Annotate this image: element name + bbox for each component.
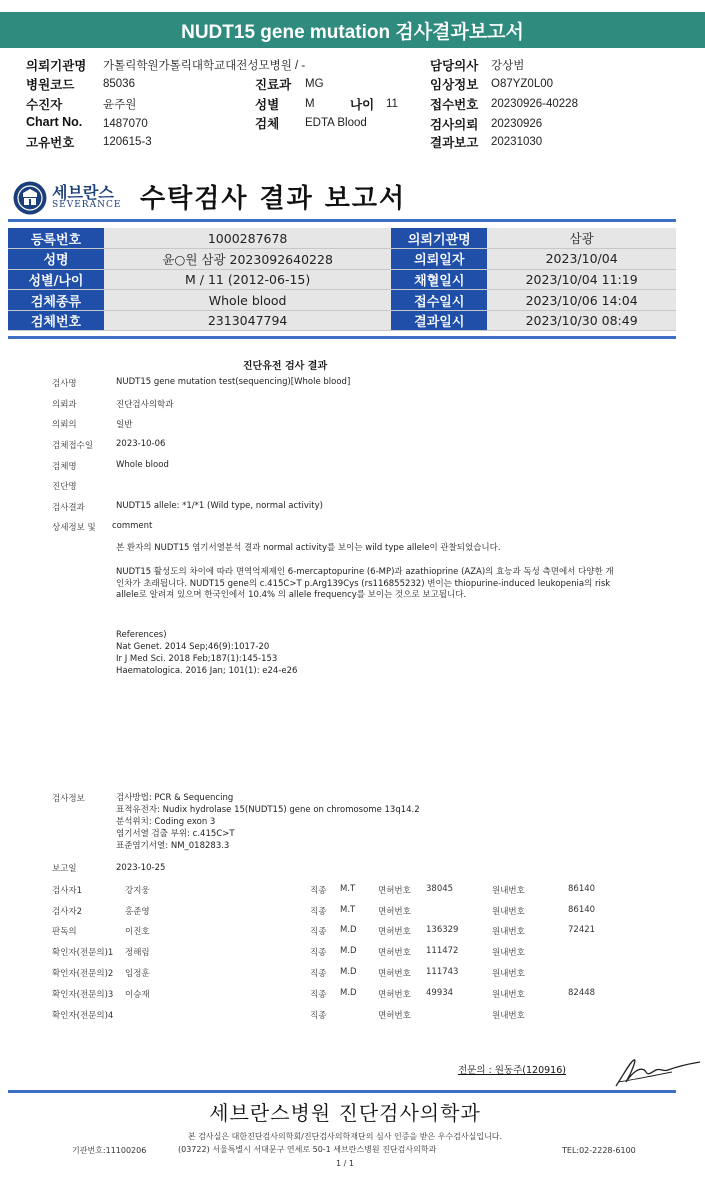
staff-license: 49934: [426, 988, 454, 998]
staff-role: 확인자(전문의)2: [52, 969, 114, 979]
staff-in-no: 72421: [568, 925, 596, 935]
staff-in-no: 86140: [568, 884, 596, 894]
specimen-value: EDTA Blood: [305, 117, 367, 129]
result-section-title: 진단유전 검사 결과: [242, 361, 328, 372]
page-number: 1 / 1: [336, 1159, 354, 1168]
specimen-name-value: Whole blood: [116, 460, 169, 470]
unique-no-value: 120615-3: [103, 136, 152, 148]
patient-name-value: 윤주원: [103, 99, 137, 111]
clinical-info-value: O87YZ0L00: [491, 78, 554, 90]
staff-name: 이진호: [125, 927, 150, 937]
request-doctor-value: 일반: [116, 420, 133, 430]
field-label: 의뢰의: [52, 420, 77, 430]
staff-role: 판독의: [52, 927, 77, 937]
field-label: 검사명: [52, 379, 77, 389]
staff-name: 강지웅: [125, 886, 150, 896]
staff-license: 38045: [426, 884, 454, 894]
physician-value: 강상범: [491, 60, 525, 72]
report-title: NUDT15 gene mutation 검사결과보고서: [181, 21, 524, 43]
sex-value: M: [305, 98, 315, 110]
logo-korean: 세브란스: [52, 183, 114, 202]
institution-value: 가톨릭학원가톨릭대학교대전성모병원 / -: [103, 60, 306, 72]
table-row: 등록번호 1000287678 의뢰기관명 삼광: [8, 228, 676, 249]
staff-name: 정해림: [125, 948, 150, 958]
severance-logo: [12, 180, 122, 216]
table-row: 성명 윤○원 삼광 2023092640228 의뢰일자 2023/10/04: [8, 249, 676, 270]
comment-label: comment: [112, 521, 153, 531]
method-line: 염기서열 검출 부위: c.415C>T: [116, 829, 235, 839]
report-date-result: 2023-10-25: [116, 863, 166, 873]
staff-license: 111743: [426, 967, 459, 977]
table-row: 검체번호 2313047794 결과일시 2023/10/30 08:49: [8, 310, 676, 331]
method-line: 표준염기서열: NM_018283.3: [116, 841, 230, 851]
report-date-label: 보고일: [52, 864, 77, 874]
report-date-value: 20231030: [491, 136, 543, 148]
footer-department: 세브란스병원 진단검사의학과: [209, 1101, 481, 1125]
receipt-no-value: 20230926-40228: [491, 98, 578, 110]
staff-in-no: 86140: [568, 905, 596, 915]
specimen-date-value: 2023-10-06: [116, 439, 166, 449]
field-label: 의뢰과: [52, 400, 77, 410]
reference-item: Haematologica. 2016 Jan; 101(1): e24-e26: [116, 666, 298, 676]
staff-role: 확인자(전문의)3: [52, 990, 114, 1000]
hospital-code-value: 85036: [103, 78, 135, 90]
patient-info-table: [8, 228, 676, 331]
staff-job: M.D: [340, 946, 357, 956]
staff-name: 홍준영: [125, 907, 150, 917]
staff-license: 136329: [426, 925, 459, 935]
test-name-value: NUDT15 gene mutation test(sequencing)[Whole blood]: [116, 377, 351, 387]
reference-item: Ir J Med Sci. 2018 Feb;187(1):145-153: [116, 654, 278, 664]
footer-telephone: TEL:02-2228-6100: [562, 1146, 636, 1155]
reference-item: Nat Genet. 2014 Sep;46(9):1017-20: [116, 642, 270, 652]
footer-address: (03722) 서울특별시 서대문구 연세로 50-1 세브란스병원 진단검사의학과: [178, 1145, 437, 1154]
staff-in-no: 82448: [568, 988, 596, 998]
age-value: 11: [386, 98, 398, 110]
severance-emblem-icon: [12, 180, 48, 216]
consignment-report-title: 수탁검사 결과 보고서: [140, 184, 407, 214]
dept-value: MG: [305, 78, 324, 90]
staff-job: M.T: [340, 905, 356, 915]
staff-license: 111472: [426, 946, 459, 956]
footer-certification: 본 검사실은 대한진단검사의학회/진단검사의학재단의 심사 인증을 받은 우수검사실입니다.: [187, 1132, 503, 1141]
staff-name: 임정훈: [125, 969, 150, 979]
specialist-name: 전문의 : 원동주(120916): [458, 1065, 566, 1076]
header-left-row-1: 의뢰기관명: [26, 59, 87, 73]
field-label: 진단명: [52, 482, 77, 492]
request-dept-value: 진단검사의학과: [116, 400, 174, 410]
staff-name: 이승재: [125, 990, 150, 1000]
staff-role: 확인자(전문의)4: [52, 1011, 114, 1021]
signature-icon: [612, 1052, 702, 1092]
divider: [8, 336, 676, 339]
staff-job: M.D: [340, 967, 357, 977]
staff-job: M.D: [340, 925, 357, 935]
chart-no-value: 1487070: [103, 118, 148, 130]
method-line: 표적유전자: Nudix hydrolase 15(NUDT15) gene on chromosome 13q14.2: [116, 805, 420, 815]
staff-role: 검사자2: [52, 907, 83, 917]
method-line: 분석위치: Coding exon 3: [116, 817, 216, 827]
method-line: 검사방법: PCR & Sequencing: [116, 793, 234, 803]
logo-english: SEVERANCE: [52, 200, 122, 210]
divider: [8, 219, 676, 222]
staff-role: 확인자(전문의)1: [52, 948, 114, 958]
request-date-value: 20230926: [491, 118, 543, 130]
field-label: 검체명: [52, 462, 77, 472]
footer-institution-code: 기관번호:11100206: [72, 1146, 147, 1155]
references-title: References): [116, 630, 167, 640]
table-row: 검체종류 Whole blood 접수일시 2023/10/06 14:04: [8, 290, 676, 311]
comment-paragraph-1: 본 환자의 NUDT15 염기서열분석 결과 normal activity를 보이는 wild type allele이 관찰되었습니다.: [116, 543, 501, 553]
comment-paragraph-2: NUDT15 활성도의 차이에 따라 면역억제제인 6-mercaptopurine (6-MP)과 azathioprine (AZA)의 효능과 독성 측면에서 다양한 개인차가 초래됩니다. NUDT15 gene의 c.415C>T p.Arg139Cys (rs116855232) 변이는 thiopurine-induced leukopenia의 risk allele로 알려져 있으며 한국인에서 10.4% 의 allele frequency를 보이는 것으로 보고됩니다.: [116, 567, 614, 600]
method-label: 검사정보: [52, 794, 85, 804]
staff-job: M.T: [340, 884, 356, 894]
table-row: 성별/나이 M / 11 (2012-06-15) 채혈일시 2023/10/04 11:19: [8, 269, 676, 290]
field-label: 검체접수일: [52, 441, 94, 451]
report-title-bar: [0, 12, 705, 48]
field-label: 상세정보 및: [52, 523, 96, 533]
divider: [8, 1090, 676, 1093]
test-result-value: NUDT15 allele: *1/*1 (Wild type, normal activity): [116, 501, 323, 511]
staff-job: M.D: [340, 988, 357, 998]
staff-role: 검사자1: [52, 886, 83, 896]
field-label: 검사결과: [52, 503, 85, 513]
